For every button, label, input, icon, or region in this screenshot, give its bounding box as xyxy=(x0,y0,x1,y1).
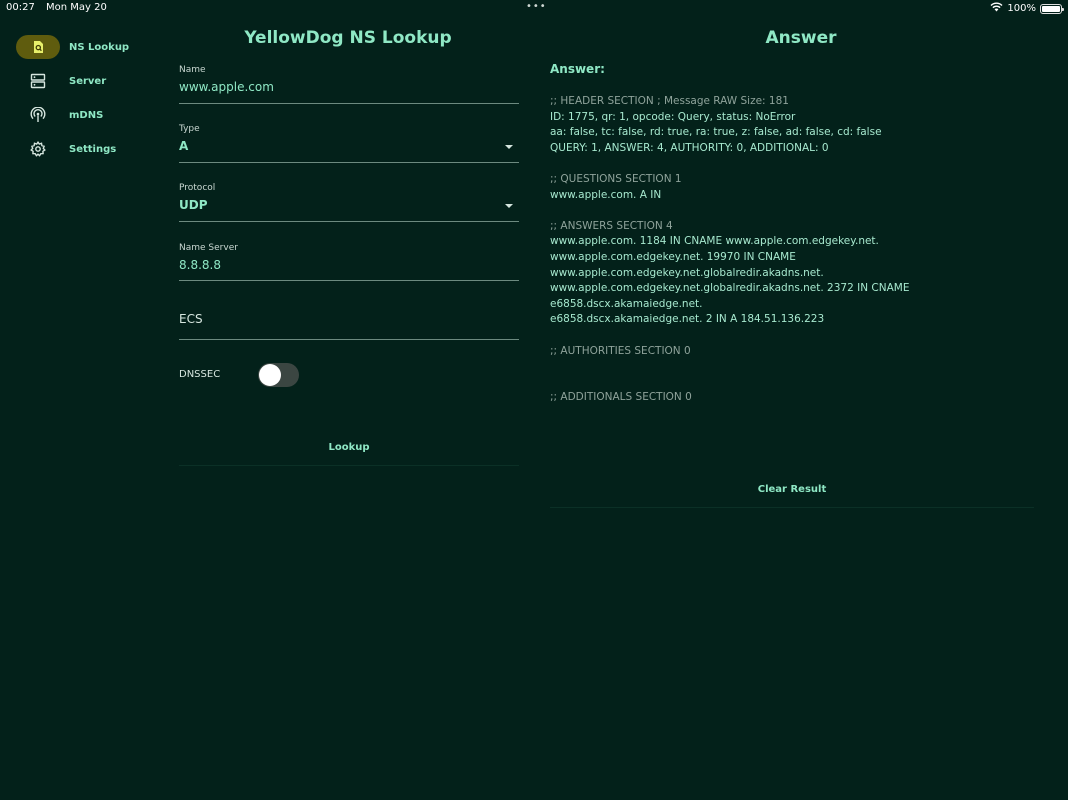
battery-percent: 100% xyxy=(1007,3,1036,14)
nav-label-server: Server xyxy=(69,75,107,87)
name-field-label: Name xyxy=(179,65,206,75)
status-time: 00:27 xyxy=(6,2,35,13)
multitask-dots-icon[interactable]: ••• xyxy=(526,1,547,12)
dnssec-label: DNSSEC xyxy=(179,369,221,380)
answer-line: www.apple.com.edgekey.net. 19970 IN CNAME xyxy=(550,250,796,263)
search-file-icon xyxy=(31,40,45,54)
nav-item-server[interactable] xyxy=(16,67,156,95)
clear-result-button[interactable]: Clear Result xyxy=(550,472,1034,508)
answer-line: www.apple.com. A IN xyxy=(550,188,662,201)
status-date: Mon May 20 xyxy=(46,2,107,13)
answer-heading: Answer: xyxy=(550,62,605,76)
type-select-value: A xyxy=(179,139,189,153)
answer-line: www.apple.com.edgekey.net.globalredir.akadns.net. 2372 IN CNAME xyxy=(550,282,910,295)
form-title: YellowDog NS Lookup xyxy=(244,28,452,48)
ecs-field-placeholder: ECS xyxy=(179,312,203,326)
answer-line: e6858.dscx.akamaiedge.net. xyxy=(550,297,703,310)
nav-icon-wrap-mdns xyxy=(16,103,60,127)
chevron-down-icon xyxy=(505,204,513,208)
name-field[interactable] xyxy=(179,62,519,104)
ecs-field[interactable] xyxy=(179,298,519,340)
answer-line: aa: false, tc: false, rd: true, ra: true, z: false, ad: false, cd: false xyxy=(550,126,882,139)
answer-blank-line xyxy=(550,328,1030,344)
protocol-select[interactable] xyxy=(179,180,519,222)
answer-line: www.apple.com.edgekey.net.globalredir.akadns.net. xyxy=(550,266,824,279)
gear-icon xyxy=(30,141,46,157)
name-server-field-label: Name Server xyxy=(179,243,238,253)
wifi-icon xyxy=(990,2,1003,15)
nav-label-settings: Settings xyxy=(69,143,117,155)
protocol-select-value: UDP xyxy=(179,198,208,212)
answer-section-header: ;; ANSWERS SECTION 4 xyxy=(550,219,673,232)
name-server-field[interactable] xyxy=(179,239,519,281)
answer-line: www.apple.com. 1184 IN CNAME www.apple.com.edgekey.net. xyxy=(550,235,879,248)
answer-line: QUERY: 1, ANSWER: 4, AUTHORITY: 0, ADDITIONAL: 0 xyxy=(550,141,829,154)
nav-label-mdns: mDNS xyxy=(69,109,104,121)
type-select-label: Type xyxy=(179,124,200,134)
answer-section-header: ;; QUESTIONS SECTION 1 xyxy=(550,172,682,185)
protocol-select-label: Protocol xyxy=(179,183,216,193)
name-server-field-value: 8.8.8.8 xyxy=(179,258,221,272)
broadcast-icon xyxy=(30,107,46,123)
status-right xyxy=(990,2,1062,15)
server-icon xyxy=(30,73,46,89)
status-bar xyxy=(0,0,1068,16)
answer-blank-line xyxy=(550,375,1030,391)
status-left xyxy=(6,2,115,13)
answer-section-header: ;; ADDITIONALS SECTION 0 xyxy=(550,391,692,404)
name-field-value: www.apple.com xyxy=(179,80,274,94)
nav-item-mdns[interactable] xyxy=(16,101,156,129)
answer-section-header: ;; AUTHORITIES SECTION 0 xyxy=(550,344,691,357)
answer-title: Answer xyxy=(765,28,837,48)
nav-icon-wrap-server xyxy=(16,69,60,93)
answer-blank-line xyxy=(550,156,1030,172)
answer-line: e6858.dscx.akamaiedge.net. 2 IN A 184.51.136.223 xyxy=(550,313,825,326)
dnssec-toggle[interactable] xyxy=(258,363,299,387)
answer-blank-line xyxy=(550,203,1030,219)
nav-active-indicator xyxy=(16,35,60,59)
nav-icon-wrap-settings xyxy=(16,137,60,161)
dnssec-toggle-knob xyxy=(259,364,281,386)
answer-output xyxy=(550,94,1030,406)
chevron-down-icon xyxy=(505,145,513,149)
answer-section-header: ;; HEADER SECTION ; Message RAW Size: 181 xyxy=(550,95,789,107)
nav-item-settings[interactable] xyxy=(16,135,156,163)
battery-icon xyxy=(1040,4,1062,14)
answer-line: ID: 1775, qr: 1, opcode: Query, status: NoError xyxy=(550,110,796,123)
type-select[interactable] xyxy=(179,121,519,163)
answer-blank-line xyxy=(550,359,1030,375)
nav-item-ns-lookup[interactable] xyxy=(16,33,156,61)
lookup-button[interactable]: Lookup xyxy=(179,430,519,466)
nav-label-ns-lookup: NS Lookup xyxy=(69,41,130,53)
